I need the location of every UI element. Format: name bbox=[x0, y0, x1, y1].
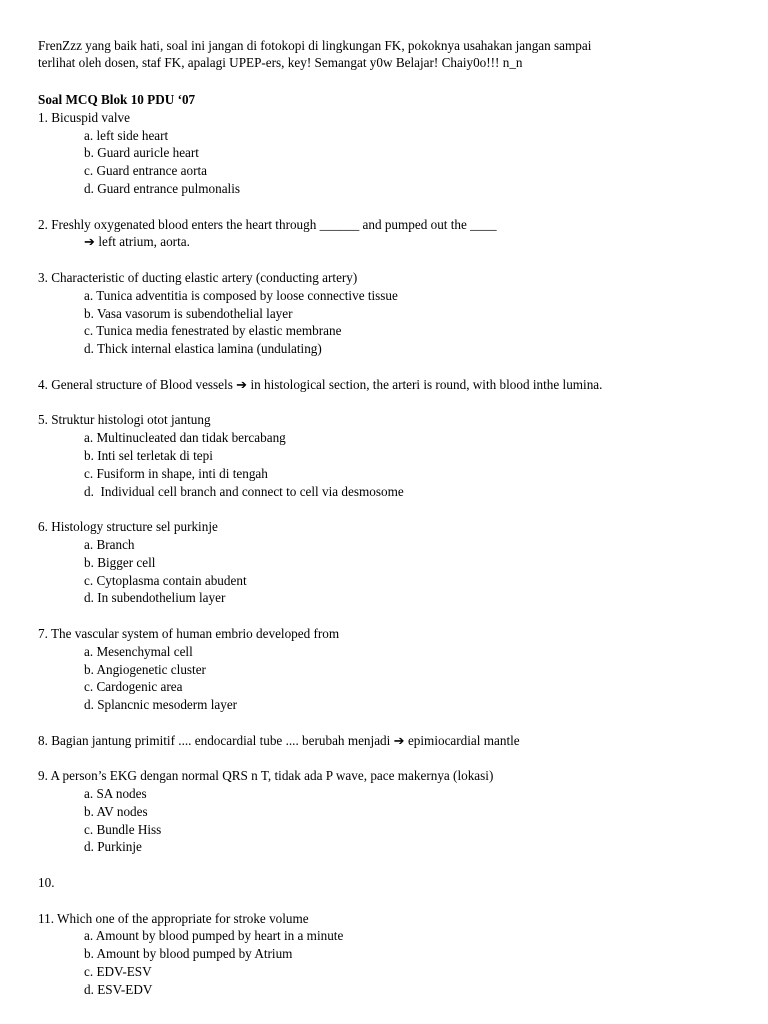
document-title: Soal MCQ Blok 10 PDU ‘07 bbox=[38, 92, 196, 107]
option-b: b. Angiogenetic cluster bbox=[84, 661, 206, 677]
option-c: c. Bundle Hiss bbox=[84, 821, 162, 837]
option-a: a. Multinucleated dan tidak bercabang bbox=[84, 430, 286, 446]
option-c: c. Fusiform in shape, inti di tengah bbox=[84, 465, 268, 481]
question-4 bbox=[38, 376, 738, 394]
option-b: b. AV nodes bbox=[84, 803, 148, 819]
question-8 bbox=[38, 732, 738, 750]
question-text: 8. Bagian jantung primitif .... endocardial tube .... berubah menjadi ➔ epimiocardial mantle bbox=[38, 732, 520, 748]
document-page bbox=[38, 37, 738, 999]
question-7 bbox=[38, 625, 738, 714]
question-text: 11. Which one of the appropriate for stroke volume bbox=[38, 910, 309, 926]
question-9 bbox=[38, 767, 738, 856]
question-3 bbox=[38, 269, 738, 358]
question-1 bbox=[38, 109, 738, 198]
option-a: a. SA nodes bbox=[84, 786, 147, 802]
question-text: 9. A person’s EKG dengan normal QRS n T, tidak ada P wave, pace makernya (lokasi) bbox=[38, 768, 494, 784]
option-b: b. Bigger cell bbox=[84, 554, 156, 570]
answer-text: ➔ left atrium, aorta. bbox=[84, 234, 190, 250]
option-d: d. ESV-EDV bbox=[84, 981, 153, 997]
option-c: c. Tunica media fenestrated by elastic membrane bbox=[84, 323, 342, 339]
question-text: 10. bbox=[38, 875, 55, 891]
question-text: 2. Freshly oxygenated blood enters the heart through ______ and pumped out the ____ bbox=[38, 216, 497, 232]
question-6 bbox=[38, 518, 738, 607]
option-d: d. Splancnic mesoderm layer bbox=[84, 697, 238, 713]
option-c: c. EDV-ESV bbox=[84, 964, 152, 980]
option-a: a. Mesenchymal cell bbox=[84, 643, 193, 659]
option-c: c. Cardogenic area bbox=[84, 679, 183, 695]
question-5 bbox=[38, 411, 738, 500]
option-d: d. In subendothelium layer bbox=[84, 590, 226, 606]
question-text: 4. General structure of Blood vessels ➔ in histological section, the arteri is round, with blood inthe lumina. bbox=[38, 376, 603, 392]
intro-line-1: FrenZzz yang baik hati, soal ini jangan di fotokopi di lingkungan FK, pokoknya usahakan jangan sampai bbox=[38, 38, 592, 53]
question-text: 5. Struktur histologi otot jantung bbox=[38, 412, 211, 428]
option-c: c. Guard entrance aorta bbox=[84, 163, 208, 179]
option-a: a. Tunica adventitia is composed by loose connective tissue bbox=[84, 287, 398, 303]
option-a: a. left side heart bbox=[84, 127, 169, 143]
question-text: 7. The vascular system of human embrio developed from bbox=[38, 625, 340, 641]
question-text: 3. Characteristic of ducting elastic artery (conducting artery) bbox=[38, 269, 358, 285]
option-c: c. Cytoplasma contain abudent bbox=[84, 572, 247, 588]
intro-line-2: terlihat oleh dosen, staf FK, apalagi UPEP-ers, key! Semangat y0w Belajar! Chaiy0o!!! n_n bbox=[38, 55, 523, 70]
question-10 bbox=[38, 874, 738, 892]
option-d: d. Purkinje bbox=[84, 839, 142, 855]
option-a: a. Branch bbox=[84, 536, 135, 552]
question-11 bbox=[38, 910, 738, 999]
option-a: a. Amount by blood pumped by heart in a minute bbox=[84, 928, 344, 944]
question-text: 1. Bicuspid valve bbox=[38, 109, 130, 125]
question-2 bbox=[38, 216, 738, 252]
question-text: 6. Histology structure sel purkinje bbox=[38, 519, 218, 535]
option-d: d. Guard entrance pulmonalis bbox=[84, 180, 241, 196]
option-b: b. Amount by blood pumped by Atrium bbox=[84, 946, 293, 962]
option-b: b. Vasa vasorum is subendothelial layer bbox=[84, 305, 293, 321]
option-d: d. Thick internal elastica lamina (undulating) bbox=[84, 341, 322, 357]
option-b: b. Guard auricle heart bbox=[84, 145, 199, 161]
option-d: d. Individual cell branch and connect to cell via desmosome bbox=[84, 483, 404, 499]
option-b: b. Inti sel terletak di tepi bbox=[84, 447, 213, 463]
